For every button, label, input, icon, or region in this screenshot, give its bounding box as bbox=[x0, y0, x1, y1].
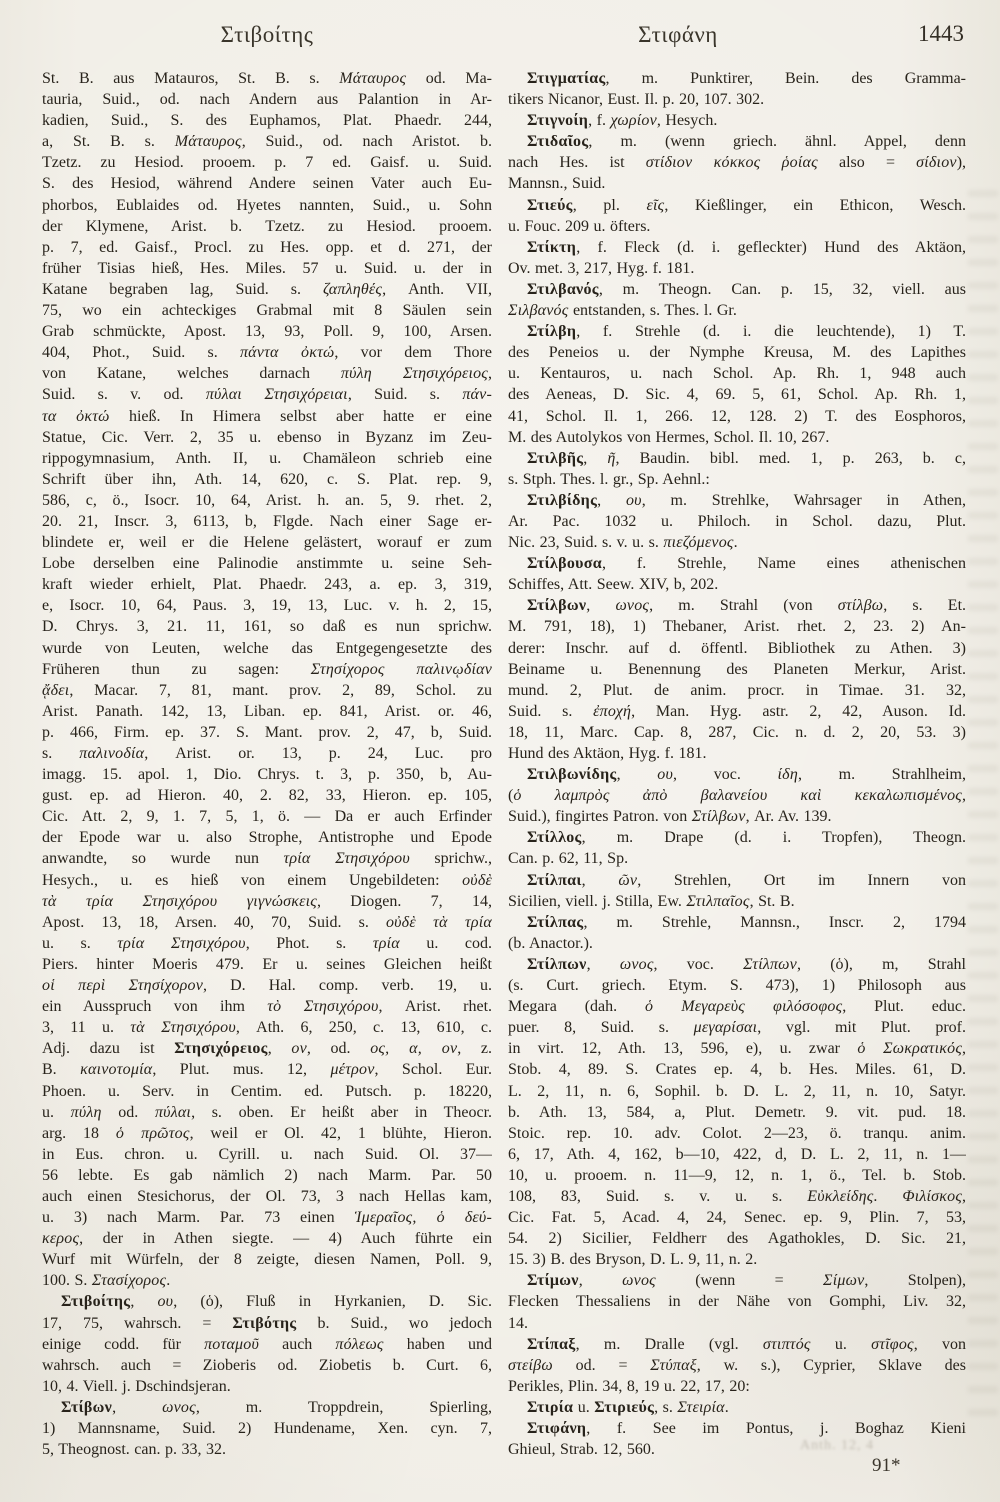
text-line: p. 466, Firm. ep. 37. S. Mant. prov. 2, 47, b, Suid. bbox=[42, 723, 492, 741]
dictionary-entry bbox=[508, 1397, 966, 1418]
text-line: 586, c, ö., Isocr. 10, 64, Arist. h. an. 5, 9. rhet. 2, bbox=[42, 491, 492, 509]
text-line: 56 lebte. Es gab nämlich 2) nach Marm. Par. 50 bbox=[42, 1166, 492, 1184]
text-line: Στίλβων, ωνος, m. Strahl (von στίλβω, s. Et. bbox=[527, 597, 966, 615]
text-line: Cic. Fat. 5, Acad. 4, 24, Senec. ep. 9, Plin. 7, 53, bbox=[508, 1209, 966, 1227]
text-line: (ὁ λαμπρὸς ἀπὸ βαλανείου καὶ κεκαλωπισμένος, bbox=[508, 787, 966, 805]
text-line: Στίλπας, m. Strehle, Mannsn., Inscr. 2, 1794 bbox=[527, 913, 966, 931]
text-line: Στιλβανός, m. Theogn. Can. p. 15, 32, viell. aus bbox=[527, 280, 966, 298]
text-line: Στίλβη, f. Strehle (d. i. die leuchtende), 1) T. bbox=[527, 323, 966, 341]
text-line: 18, 11, Marc. Cap. 8, 287, Cic. n. d. 2, 20, 53. 3) bbox=[508, 723, 966, 741]
text-line: 108, 83, Suid. s. v. u. s. Εὐκλείδης. Φιλίσκος, bbox=[508, 1187, 966, 1205]
text-line: imagg. 15. apol. 1, Dio. Chrys. t. 3, p. 350, b, Au- bbox=[42, 766, 492, 784]
text-line: St. B. aus Matauros, St. B. s. Μάταυρος od. Ma- bbox=[42, 70, 492, 87]
text-line: anwandte, so wurde nun τρία Στησιχόρου sprichw., bbox=[42, 850, 492, 868]
dictionary-entry bbox=[508, 764, 966, 827]
text-line: Στίλπων, ωνος, voc. Στίλπων, (ὁ), m, Strahl bbox=[527, 955, 966, 973]
text-line: Sicilien, viell. j. Stilla, Ew. Στιλπαῖος, St. B. bbox=[508, 892, 795, 910]
text-line: 17, 75, wahrsch. = Στιβότης b. Suid., wo jedoch bbox=[42, 1314, 492, 1332]
text-line: ein Ausspruch von ihm τὸ Στησιχόρου, Arist. rhet. bbox=[42, 998, 492, 1016]
text-line: Στιγματίας, m. Punktirer, Bein. des Gramma- bbox=[527, 70, 966, 87]
text-line: nach Hes. ist στίδιον κόκκος ῥοίας also = σίδιον), bbox=[508, 154, 966, 172]
page-number: 1443 bbox=[918, 21, 964, 46]
text-line: 20. 21, Inscr. 3, 6113, b, Flgde. Nach einer Sage er- bbox=[42, 512, 492, 530]
text-line: 5, Theognost. can. p. 33, 32. bbox=[42, 1441, 226, 1459]
text-line: Tzetz. zu Hesiod. prooem. p. 7 ed. Gaisf. u. Suid. bbox=[42, 154, 492, 172]
text-line: Grab schmückte, Apost. 13, 93, Poll. 9, 100, Arsen. bbox=[42, 323, 492, 341]
text-line: von Katane, welches darnach πύλη Στησιχόρειος, bbox=[42, 365, 492, 383]
text-line: L. 2, 11, n. 6, Sophil. b. D. L. 2, 11, n. 10, Satyr. bbox=[508, 1082, 966, 1100]
text-line: 10, u. prooem. n. 11—9, 12, n. 1, ö., Tel. b. Stob. bbox=[508, 1166, 966, 1184]
text-line: der Epode war u. also Strophe, Antistrophe und Epode bbox=[42, 829, 492, 847]
dictionary-entry bbox=[508, 870, 966, 912]
dictionary-entry bbox=[508, 1270, 966, 1333]
text-line: Perikles, Plin. 34, 8, 19 u. 22, 17, 20: bbox=[508, 1377, 750, 1395]
text-line: 404, Phot., Suid. s. πάντα ὀκτώ, vor dem Thore bbox=[42, 344, 492, 362]
text-line: kadien, Suid., S. des Euphamos, Plat. Phaedr. 244, bbox=[42, 112, 492, 130]
text-line: kraft wieder erhielt, Plat. Phaedr. 243, a. ep. 3, 319, bbox=[42, 576, 492, 594]
text-line: e, Isocr. 10, 64, Paus. 3, 19, 13, Luc. v. h. 2, 15, bbox=[42, 597, 492, 615]
text-line: Suid. s. v. od. πύλαι Στησιχόρειαι, Suid. s. πάν- bbox=[42, 386, 492, 404]
text-line: οἱ περὶ Στησίχορον, D. Hal. comp. verb. 19, u. bbox=[42, 977, 492, 995]
text-line: Στιλβίδης, ου, m. Strehlke, Wahrsager in Athen, bbox=[527, 491, 966, 509]
text-line: Suid. s. ἐποχή, Man. Hyg. astr. 2, 42, Auson. Id. bbox=[508, 702, 966, 720]
text-line: s. παλινοδία, Arist. or. 13, p. 24, Luc. pro bbox=[42, 745, 492, 762]
dictionary-entry bbox=[508, 195, 966, 237]
text-line: Στιγνοίη, f. χωρίον, Hesych. bbox=[527, 112, 718, 130]
text-line: Hund des Aktäon, Hyg. f. 181. bbox=[508, 745, 707, 762]
text-line: u. Fouc. 209 u. öfters. bbox=[508, 217, 651, 235]
text-line: der Klymene, Arist. b. Tzetz. zu Hesiod. prooem. bbox=[42, 217, 492, 235]
text-line: 100. S. Στασίχορος. bbox=[42, 1272, 171, 1290]
dictionary-entry bbox=[42, 1291, 492, 1396]
text-line: blindete er, weil er die Helene gelästert, worauf er zum bbox=[42, 534, 492, 552]
text-line: Ghieul, Strab. 12, 560. bbox=[508, 1441, 655, 1459]
text-line: Hesych., u. es hieß von einem Ungebildeten: οὐδὲ bbox=[42, 871, 492, 889]
text-line: b. Ath. 13, 584, a, Plut. Demetr. 9. vit. pud. 18. bbox=[508, 1103, 966, 1121]
text-line: derer: Inschr. auf d. öffentl. Bibliothek zu Athen. 3) bbox=[508, 639, 966, 657]
text-line: u. πύλη od. πύλαι, s. oben. Er heißt aber in Theocr. bbox=[42, 1103, 492, 1121]
text-line: Στίλπαι, ῶν, Strehlen, Ort im Innern von bbox=[527, 871, 966, 889]
text-line: u. 3) nach Marm. Par. 73 einen Ἱμεραῖος, ὁ δεύ- bbox=[42, 1209, 492, 1227]
text-line: arg. 18 ὁ πρῶτος, weil er Ol. 42, 1 blühte, Hieron. bbox=[42, 1124, 492, 1142]
page-bleed-artifact bbox=[968, 190, 998, 1420]
text-line: Statue, Cic. Verr. 2, 35 u. ebenso in Byzanz im Zeu- bbox=[42, 428, 492, 446]
text-line: Beiname u. Benennung des Planeten Merkur, Arist. bbox=[508, 660, 966, 678]
text-line: Στιβοίτης, ου, (ὁ), Fluß in Hyrkanien, D. Sic. bbox=[61, 1293, 492, 1311]
text-line: tikers Nicanor, Eust. Il. p. 20, 107. 302. bbox=[508, 91, 765, 109]
text-line: wahrsch. auch = Zioberis od. Ziobetis b. Curt. 6, bbox=[42, 1356, 492, 1374]
text-line: Στίκτη, f. Fleck (d. i. gefleckter) Hund des Aktäon, bbox=[527, 238, 966, 256]
text-line: 54. 2) Sicilier, Feldherr des Agathokles, D. Sic. 21, bbox=[508, 1230, 966, 1248]
dictionary-entry bbox=[508, 237, 966, 279]
text-line: 3, 11 u. τὰ Στησιχόρου, Ath. 6, 250, c. 13, 610, c. bbox=[42, 1019, 492, 1037]
text-line: des Aeneas, D. Sic. 4, 69. 5, 61, Schol. Ap. Rh. 1, bbox=[508, 386, 966, 404]
text-line: Suid.), fingirtes Patron. von Στίλβων, Ar. Av. 139. bbox=[508, 808, 832, 826]
text-line: 1) Mannsname, Suid. 2) Hundename, Xen. cyn. 7, bbox=[42, 1420, 492, 1437]
dictionary-entry bbox=[508, 1334, 966, 1397]
text-line: 41, Schol. Il. 1, 266. 12, 128. 2) T. des Eosphoros, bbox=[508, 407, 966, 425]
text-column-left bbox=[42, 68, 492, 1460]
text-line: Στιρία u. Στιριεύς, s. Στειρία. bbox=[527, 1398, 729, 1416]
text-line: tauria, Suid., od. nach Andern aus Palantion in Ar- bbox=[42, 91, 492, 109]
text-line: 15. 3) B. des Bryson, D. L. 9, 11, n. 2. bbox=[508, 1251, 758, 1269]
text-line: M. 791, 18), 1) Thebaner, Arist. rhet. 2, 23. 2) An- bbox=[508, 618, 966, 636]
text-line: einige codd. für ποταμοῦ auch πόλεως haben und bbox=[42, 1335, 492, 1353]
text-line: Στιδαῖος, m. (wenn griech. ähnl. Appel, denn bbox=[527, 133, 966, 151]
text-line: Στιεύς, pl. εῖς, Kießlinger, ein Ethicon, Wesch. bbox=[527, 196, 966, 214]
text-line: gust. ep. ad Hieron. 40, 2. 82, 33, Hieron. ep. 105, bbox=[42, 787, 492, 805]
text-line: D. Chrys. 3, 21. 11, 161, so daß es nun sprichw. bbox=[42, 618, 492, 636]
text-column-right bbox=[508, 68, 966, 1460]
text-line: Stoic. rep. 10. adv. Colot. 2—23, ö. tranqu. anim. bbox=[508, 1124, 966, 1142]
text-line: Cic. Att. 2, 9, 1. 7, 5, 1, ö. — Da er auch Erfinder bbox=[42, 808, 492, 826]
text-line: 75, wo ein achteckiges Grabmal mit 8 Säulen sein bbox=[42, 302, 492, 320]
text-line: S. des Hesiod, während Andere seinen Vater auch Eu- bbox=[42, 175, 492, 193]
verso-bleed-ghost-text: Anth. 12, 4 bbox=[800, 1438, 874, 1453]
dictionary-entry bbox=[508, 490, 966, 553]
text-line: Flecken Thessaliens in der Nähe von Gomphi, Liv. 32, bbox=[508, 1293, 966, 1311]
dictionary-entry bbox=[508, 279, 966, 321]
text-line: Apost. 13, 18, Arsen. 40, 70, Suid. s. οὐδὲ τὰ τρία bbox=[42, 913, 492, 931]
text-line: 10, 4. Viell. j. Dschindsjeran. bbox=[42, 1377, 231, 1395]
text-line: Στιλβωνίδης, ου, voc. ίδη, m. Strahlheim, bbox=[527, 766, 966, 784]
text-line: Adj. dazu ist Στησιχόρειος, ον, od. ος, α, ον, z. bbox=[42, 1040, 492, 1058]
text-line: Schrift über ihn, Ath. 14, 620, c. S. Plat. rep. 9, bbox=[42, 470, 492, 488]
dictionary-entry bbox=[508, 131, 966, 194]
text-line: Piers. hinter Moeris 479. Er u. seines Gleichen heißt bbox=[42, 955, 492, 973]
text-line: Can. p. 62, 11, Sp. bbox=[508, 850, 629, 868]
text-line: a, St. B. s. Μάταυρος, Suid., od. nach Aristot. b. bbox=[42, 133, 492, 151]
text-line: Schiffes, Att. Seew. XIV, b, 202. bbox=[508, 576, 719, 594]
text-line: Nic. 23, Suid. s. v. u. s. πιεζόμενος. bbox=[508, 534, 738, 552]
dictionary-entry bbox=[508, 68, 966, 110]
text-line: Stob. 4, 89. S. Crates ep. 4, b. Hes. Miles. 61, D. bbox=[508, 1061, 966, 1079]
text-line: früher Tisias hieß, Hes. Miles. 57 u. Suid. u. der in bbox=[42, 259, 492, 277]
text-line: mund. 2, Plut. de anim. procr. in Timae. 31. 32, bbox=[508, 681, 966, 699]
text-line: p. 7, ed. Gaisf., Procl. zu Hes. opp. et d. 271, der bbox=[42, 238, 492, 256]
text-line: Ar. Pac. 1032 u. Philoch. in Schol. dazu, Plut. bbox=[508, 512, 966, 530]
text-line: s. Stph. Thes. l. gr., Sp. Aehnl.: bbox=[508, 470, 710, 488]
text-line: Σιλβανός entstanden, s. Thes. l. Gr. bbox=[508, 302, 737, 320]
text-line: des Peneios u. der Nymphe Kreusa, M. des Lapithes bbox=[508, 344, 966, 362]
dictionary-entry bbox=[42, 1397, 492, 1460]
text-line: στείβω od. = Στύπαξ, w. s.), Cyprier, Sklave des bbox=[508, 1356, 966, 1374]
text-line: Στιφάνη, f. See im Pontus, j. Boghaz Kieni bbox=[527, 1420, 966, 1437]
text-line: Στίπαξ, m. Dralle (vgl. στιπτός u. στῖφος, von bbox=[527, 1335, 966, 1353]
text-line: Früheren thun zu sagen: Στησίχορος παλινῳδίαν bbox=[42, 660, 492, 678]
text-line: puer. 8, Suid. s. μεγαρίσαι, vgl. mit Plut. prof. bbox=[508, 1019, 966, 1037]
text-line: Wurf mit Würfeln, der 8 zeigte, diesen Namen, Poll. 9, bbox=[42, 1251, 492, 1269]
dictionary-entry bbox=[508, 954, 966, 1270]
text-line: u. s. τρία Στησιχόρου, Phot. s. τρία u. cod. bbox=[42, 934, 492, 952]
text-line: (s. Curt. griech. Etym. S. 473), 1) Philosoph aus bbox=[508, 977, 966, 995]
dictionary-entry bbox=[508, 827, 966, 869]
text-line: u. Kentauros, u. nach Schol. Ap. Rh. 1, 948 auch bbox=[508, 365, 966, 383]
entry-continuation bbox=[42, 68, 492, 1291]
dictionary-entry bbox=[508, 553, 966, 595]
text-line: Lobe derselben eine Palinodie anstimmte u. seine Seh- bbox=[42, 555, 492, 573]
text-line: Arist. Panath. 142, 13, Liban. ep. 841, Arist. or. 46, bbox=[42, 702, 492, 720]
dictionary-entry bbox=[508, 912, 966, 954]
signature-mark: 91* bbox=[872, 1455, 901, 1476]
text-line: rippogymnasium, Anth. II, u. Chamäleon schrieb eine bbox=[42, 449, 492, 467]
text-line: (b. Anactor.). bbox=[508, 934, 593, 952]
dictionary-entry bbox=[508, 110, 966, 131]
text-line: M. des Autolykos von Hermes, Schol. Il. 10, 267. bbox=[508, 428, 830, 446]
text-line: Ov. met. 3, 217, Hyg. f. 181. bbox=[508, 259, 695, 277]
text-line: in Eus. chron. u. Cyrill. u. nach Suid. Ol. 37— bbox=[42, 1145, 492, 1163]
text-line: 14. bbox=[508, 1314, 528, 1332]
dictionary-entry bbox=[508, 595, 966, 764]
dictionary-entry bbox=[508, 321, 966, 448]
text-line: κερος, der in Athen siegte. — 4) Auch führte ein bbox=[42, 1230, 492, 1248]
text-line: Katane begraben lag, Suid. s. ζαπληθές, Anth. VII, bbox=[42, 280, 492, 298]
text-line: 6, 17, Ath. 4, 162, b—10, 422, d, D. L. 2, 11, n. 1— bbox=[508, 1145, 966, 1163]
text-line: τα ὀκτώ hieß. In Himera selbst aber hatte er eine bbox=[42, 407, 492, 425]
text-line: Στίλβουσα, f. Strehle, Name eines athenischen bbox=[527, 555, 966, 573]
text-line: in virt. 12, Ath. 13, 596, e), u. zwar ὁ Σωκρατικός, bbox=[508, 1040, 966, 1058]
running-head-left-keyword: Στιβοίτης bbox=[220, 22, 314, 47]
text-line: Mannsn., Suid. bbox=[508, 175, 606, 193]
running-head-right-keyword: Στιφάνη bbox=[638, 22, 718, 47]
text-line: Στίλλος, m. Drape (d. i. Tropfen), Theogn. bbox=[527, 829, 966, 847]
text-line: ᾄδει, Macar. 7, 81, mant. prov. 2, 89, Schol. zu bbox=[42, 681, 492, 699]
text-line: Στίβων, ωνος, m. Troppdrein, Spierling, bbox=[61, 1398, 492, 1416]
text-line: B. καινοτομία, Plut. mus. 12, μέτρον, Schol. Eur. bbox=[42, 1061, 492, 1079]
text-line: wurde von Leuten, welche das Entgegengesetzte des bbox=[42, 639, 492, 657]
text-line: Στίμων, ωνος (wenn = Σίμων, Stolpen), bbox=[527, 1272, 966, 1290]
dictionary-entry bbox=[508, 448, 966, 490]
text-line: phorbos, Eublaides od. Hyetes nannten, Suid., u. Sohn bbox=[42, 196, 492, 214]
text-line: Phoen. u. Serv. in Centim. ed. Putsch. p. 18220, bbox=[42, 1082, 492, 1100]
text-line: Στιλβῆς, ῆ, Baudin. bibl. med. 1, p. 263, b. c, bbox=[527, 449, 966, 467]
text-line: auch einen Stesichorus, der Ol. 73, 3 nach Hellas kam, bbox=[42, 1187, 492, 1205]
text-line: Megara (dah. ὁ Μεγαρεὺς φιλόσοφος, Plut. educ. bbox=[508, 998, 966, 1016]
text-line: τὰ τρία Στησιχόρου γιγνώσκεις, Diogen. 7, 14, bbox=[42, 892, 492, 910]
